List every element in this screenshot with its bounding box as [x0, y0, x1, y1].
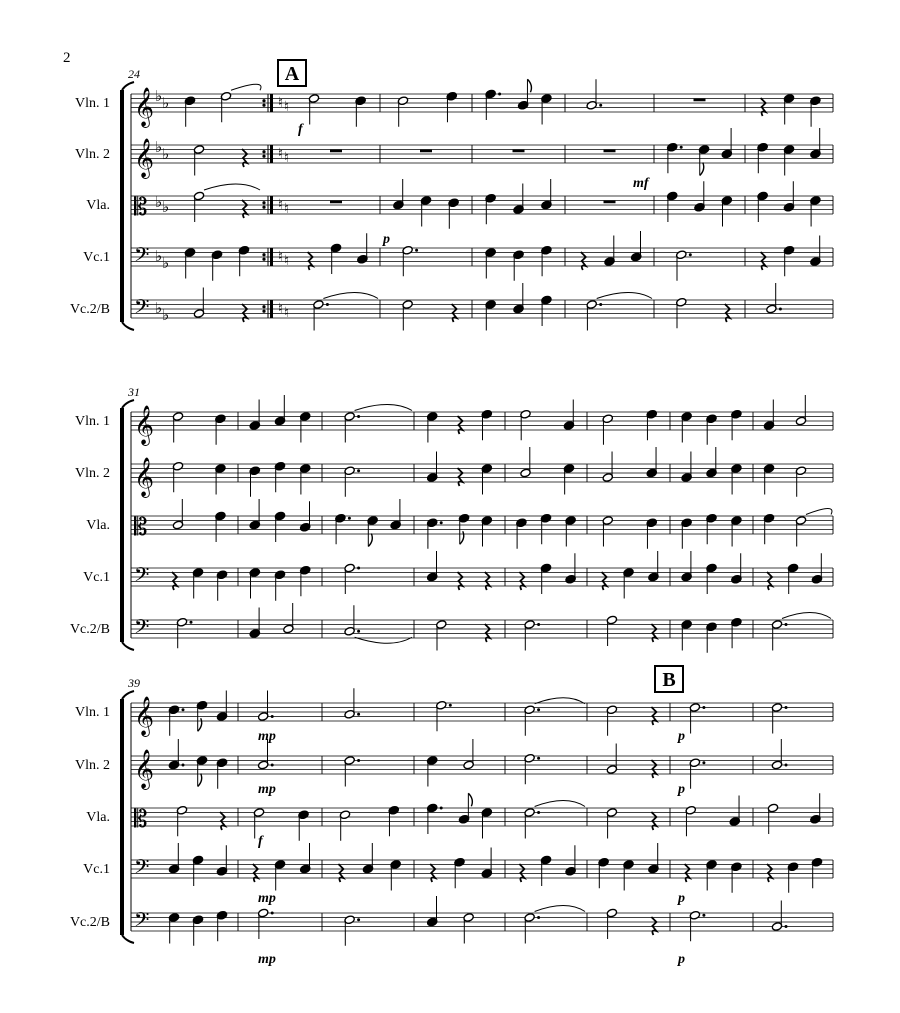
dynamic-p: p: [678, 729, 685, 744]
augmentation-dot: [357, 415, 360, 418]
flat-icon: ♭: [155, 89, 163, 105]
measure-24-1-vla: [193, 184, 260, 222]
measure-24-4-vc2b: [485, 283, 552, 331]
double-bar-thick: [270, 248, 273, 266]
augmentation-dot: [357, 630, 360, 633]
measure-24-3-vln2: [420, 150, 432, 153]
dynamic-mp: mp: [258, 891, 276, 906]
measure-31-1-vc2b: [176, 617, 192, 648]
quarter-rest-icon: [220, 812, 225, 830]
alto-clef-icon: 𝄡: [134, 513, 148, 541]
measure-39-3-vla: [339, 805, 399, 840]
augmentation-dot: [182, 764, 185, 767]
measure-39-3-vc2b: [344, 915, 360, 946]
alto-clef-icon: 𝄡: [134, 193, 148, 221]
measure-39-5-vc1: [519, 845, 576, 886]
dynamic-p: p: [678, 952, 685, 967]
measure-24-4-vln1: [485, 79, 552, 124]
augmentation-dot: [326, 303, 329, 306]
repeat-dot: [262, 201, 265, 204]
staff-label: Vc.1: [83, 570, 110, 585]
eighth-flag: [700, 163, 704, 176]
measure-number: 39: [128, 676, 140, 690]
augmentation-dot: [779, 308, 782, 311]
natural-icon: ♮: [278, 147, 284, 162]
measure-31-2-vln2: [249, 461, 311, 496]
flat-icon: ♭: [155, 249, 163, 265]
quarter-rest-icon: [651, 624, 656, 642]
augmentation-dot: [357, 469, 360, 472]
system-bracket: [120, 408, 124, 642]
quarter-rest-icon: [767, 864, 772, 882]
measure-39-3-vln1: [344, 688, 360, 719]
treble-clef-icon: 𝄞: [134, 87, 155, 127]
measure-24-6-vln2: [667, 128, 733, 176]
measure-39-8-vc1: [767, 857, 823, 892]
natural-icon: ♮: [284, 151, 290, 166]
quarter-rest-icon: [581, 252, 586, 270]
quarter-rest-icon: [485, 572, 490, 590]
bracket-top: [122, 82, 134, 90]
double-bar-thick: [270, 300, 273, 318]
augmentation-dot: [348, 517, 351, 520]
measure-24-1-vc1: [184, 245, 249, 280]
whole-rest-icon: [604, 201, 616, 204]
repeat-dot: [262, 206, 265, 209]
whole-rest-icon: [420, 150, 432, 153]
quarter-rest-icon: [458, 416, 463, 434]
flat-icon: ♭: [162, 308, 170, 324]
natural-icon: ♮: [278, 250, 284, 265]
treble-clef-icon: 𝄞: [134, 138, 155, 178]
staff-label: Vc.1: [83, 862, 110, 877]
quarter-rest-icon: [685, 864, 690, 882]
system-bracket: [120, 90, 124, 322]
measure-39-7-vc2b: [689, 910, 705, 941]
tie: [597, 293, 652, 299]
whole-rest-icon: [330, 201, 342, 204]
measure-24-4-vln2: [513, 150, 525, 153]
measure-31-5-vla: [516, 513, 577, 548]
dynamic-f: f: [298, 122, 303, 137]
measure-39-1-vc2b: [168, 910, 227, 945]
measure-24-3-vla: [393, 179, 460, 229]
tie: [782, 613, 831, 619]
augmentation-dot: [537, 916, 540, 919]
quarter-rest-icon: [338, 864, 343, 882]
quarter-rest-icon: [767, 572, 772, 590]
treble-clef-icon: 𝄞: [134, 457, 155, 497]
measure-31-8-vc2b: [771, 613, 831, 651]
measure-39-1-vln2: [168, 739, 227, 789]
system-2: [120, 400, 833, 650]
repeat-dot: [262, 155, 265, 158]
page-number: 2: [63, 50, 71, 66]
measure-31-3-vc1: [344, 563, 360, 594]
measure-31-2-vc2b: [249, 603, 294, 638]
augmentation-dot: [537, 811, 540, 814]
augmentation-dot: [357, 918, 360, 921]
quarter-rest-icon: [485, 624, 490, 642]
repeat-dot: [262, 99, 265, 102]
natural-icon: ♮: [284, 254, 290, 269]
quarter-rest-icon: [308, 252, 313, 270]
system-3: [120, 666, 833, 943]
tie: [806, 509, 832, 515]
measure-31-2-vln1: [249, 395, 311, 443]
tie: [204, 184, 260, 190]
augmentation-dot: [785, 925, 788, 928]
measure-24-2-vln2: [330, 150, 342, 153]
measure-31-7-vla: [681, 513, 742, 548]
measure-39-2-vc1: [253, 843, 311, 891]
measure-24-2-vc1: [308, 233, 368, 274]
eighth-flag: [368, 534, 372, 547]
quarter-rest-icon: [519, 864, 524, 882]
measure-39-5-vla: [524, 801, 585, 839]
measure-24-5-vln2: [604, 150, 616, 153]
augmentation-dot: [357, 759, 360, 762]
alto-clef-icon: 𝄡: [134, 805, 148, 833]
rehearsal-mark: A: [284, 63, 300, 85]
measure-24-3-vc1: [402, 245, 418, 276]
measure-31-5-vln2: [520, 447, 575, 495]
quarter-rest-icon: [761, 98, 766, 116]
augmentation-dot: [190, 621, 193, 624]
bass-clef-icon: 𝄢: [134, 295, 150, 323]
measure-24-7-vc2b: [766, 283, 782, 314]
measure-39-6-vln1: [606, 705, 656, 736]
measure-39-7-vln2: [689, 758, 705, 789]
measure-39-4-vc2b: [427, 896, 475, 944]
measure-39-6-vc1: [598, 843, 659, 891]
flat-icon: ♭: [155, 301, 163, 317]
whole-rest-icon: [513, 150, 525, 153]
measure-24-3-vln1: [397, 91, 457, 126]
measure-31-4-vln1: [427, 409, 493, 442]
bracket-bottom: [122, 642, 134, 650]
measure-39-3-vc1: [338, 843, 401, 891]
quarter-rest-icon: [651, 707, 656, 725]
dynamic-mp: mp: [258, 952, 276, 967]
measure-39-4-vln2: [427, 739, 475, 787]
staff-label: Vln. 1: [75, 414, 110, 429]
augmentation-dot: [357, 713, 360, 716]
measure-31-7-vc2b: [681, 617, 742, 652]
bracket-top: [122, 691, 134, 699]
measure-39-3-vln2: [344, 756, 360, 787]
quarter-rest-icon: [651, 812, 656, 830]
tie: [535, 906, 585, 912]
bass-clef-icon: 𝄢: [134, 855, 150, 883]
eighth-flag: [198, 718, 202, 731]
measure-24-2-vla: [330, 201, 342, 204]
staff-label: Vln. 1: [75, 96, 110, 111]
measure-24-5-vla: [604, 201, 616, 204]
measure-31-1-vln2: [172, 461, 226, 494]
measure-31-8-vla: [763, 509, 832, 547]
bracket-bottom: [122, 935, 134, 943]
flat-icon: ♭: [155, 140, 163, 156]
quarter-rest-icon: [452, 304, 457, 322]
augmentation-dot: [680, 146, 683, 149]
repeat-dot: [262, 310, 265, 313]
quarter-rest-icon: [253, 864, 258, 882]
augmentation-dot: [357, 567, 360, 570]
augmentation-dot: [415, 249, 418, 252]
bracket-top: [122, 400, 134, 408]
tie: [355, 405, 412, 411]
bass-clef-icon: 𝄢: [134, 615, 150, 643]
augmentation-dot: [702, 761, 705, 764]
augmentation-dot: [271, 764, 274, 767]
measure-31-3-vla: [335, 499, 402, 547]
measure-39-1-vla: [176, 805, 225, 836]
staff-label: Vln. 2: [75, 466, 110, 481]
repeat-dot: [262, 258, 265, 261]
natural-icon: ♮: [278, 198, 284, 213]
measure-39-8-vc2b: [771, 901, 787, 932]
measure-39-7-vla: [685, 796, 740, 837]
measure-39-1-vln1: [168, 691, 227, 736]
measure-39-8-vln1: [771, 703, 787, 734]
eighth-flag: [468, 793, 472, 806]
measure-24-6-vla: [667, 181, 733, 226]
dynamic-mf: mf: [633, 176, 649, 191]
flat-icon: ♭: [162, 256, 170, 272]
measure-number: 31: [128, 385, 140, 399]
measure-31-6-vln2: [602, 447, 657, 482]
measure-24-5-vc1: [581, 231, 642, 270]
quarter-rest-icon: [519, 572, 524, 590]
system-1: [120, 60, 833, 330]
augmentation-dot: [271, 715, 274, 718]
quarter-rest-icon: [651, 760, 656, 778]
augmentation-dot: [599, 303, 602, 306]
eighth-flag: [527, 79, 531, 92]
measure-24-7-vc1: [761, 236, 821, 277]
measure-31-6-vln1: [602, 409, 657, 444]
measure-31-3-vln1: [344, 405, 412, 443]
dynamic-f: f: [258, 834, 263, 849]
staff-label: Vc.2/B: [69, 622, 110, 637]
measure-31-3-vln2: [344, 466, 360, 497]
augmentation-dot: [440, 807, 443, 810]
bass-clef-icon: 𝄢: [134, 908, 150, 936]
quarter-rest-icon: [761, 252, 766, 270]
whole-rest-icon: [694, 99, 706, 102]
augmentation-dot: [537, 757, 540, 760]
staff-label: Vc.2/B: [69, 915, 110, 930]
staff-label: Vla.: [86, 198, 110, 213]
eighth-flag: [198, 774, 202, 787]
measure-31-5-vln1: [520, 400, 575, 441]
measure-31-5-vc1: [519, 553, 576, 594]
dynamic-mp: mp: [258, 782, 276, 797]
bracket-bottom: [122, 322, 134, 330]
treble-clef-icon: 𝄞: [134, 696, 155, 736]
staff-label: Vc.1: [83, 250, 110, 265]
eighth-flag: [460, 531, 464, 544]
dynamic-mp: mp: [258, 729, 276, 744]
measure-39-4-vla: [427, 793, 493, 838]
measure-24-2-vc2b: [313, 293, 378, 331]
measure-24-4-vla: [485, 179, 552, 224]
dynamic-p: p: [678, 891, 685, 906]
measure-31-7-vln1: [681, 409, 742, 444]
measure-31-4-vla: [427, 513, 493, 548]
staff-label: Vln. 1: [75, 705, 110, 720]
flat-icon: ♭: [155, 195, 163, 211]
augmentation-dot: [498, 93, 501, 96]
double-bar-thick: [270, 94, 273, 112]
augmentation-dot: [182, 708, 185, 711]
double-bar-thick: [270, 196, 273, 214]
dynamic-p: p: [383, 232, 390, 247]
measure-31-5-vc2b: [524, 620, 540, 651]
measure-24-6-vc2b: [676, 297, 730, 328]
measure-number: 24: [128, 67, 140, 81]
measure-39-5-vln2: [524, 753, 540, 784]
natural-icon: ♮: [284, 202, 290, 217]
flat-icon: ♭: [162, 147, 170, 163]
augmentation-dot: [785, 623, 788, 626]
measure-24-6-vln1: [694, 99, 706, 102]
measure-39-2-vc2b: [258, 908, 274, 939]
staff-label: Vln. 2: [75, 147, 110, 162]
natural-icon: ♮: [284, 100, 290, 115]
augmentation-dot: [689, 253, 692, 256]
repeat-dot: [262, 305, 265, 308]
augmentation-dot: [785, 764, 788, 767]
measure-31-6-vc1: [602, 551, 659, 599]
treble-clef-icon: 𝄞: [134, 405, 155, 445]
staff-label: Vln. 2: [75, 758, 110, 773]
measure-24-4-vc1: [485, 245, 552, 280]
quarter-rest-icon: [242, 304, 247, 322]
augmentation-dot: [785, 706, 788, 709]
quarter-rest-icon: [725, 304, 730, 322]
measure-24-1-vln1: [184, 84, 261, 127]
augmentation-dot: [599, 104, 602, 107]
tie: [231, 84, 261, 90]
measure-24-7-vln2: [757, 128, 821, 176]
flat-icon: ♭: [162, 200, 170, 216]
measure-39-7-vln1: [689, 703, 705, 734]
treble-clef-icon: 𝄞: [134, 749, 155, 789]
measure-39-4-vc1: [430, 848, 492, 889]
measure-39-5-vc2b: [524, 906, 585, 944]
flat-icon: ♭: [162, 96, 170, 112]
augmentation-dot: [537, 623, 540, 626]
quarter-rest-icon: [602, 572, 607, 590]
quarter-rest-icon: [242, 200, 247, 218]
tie: [535, 801, 585, 807]
measure-24-6-vc1: [676, 250, 692, 281]
augmentation-dot: [702, 706, 705, 709]
quarter-rest-icon: [458, 468, 463, 486]
natural-icon: ♮: [278, 96, 284, 111]
double-bar-thick: [270, 145, 273, 163]
staff-label: Vla.: [86, 810, 110, 825]
measure-39-8-vla: [767, 793, 821, 834]
quarter-rest-icon: [172, 572, 177, 590]
augmentation-dot: [271, 912, 274, 915]
measure-31-8-vc1: [767, 553, 823, 594]
rehearsal-mark: B: [662, 669, 676, 691]
measure-24-7-vla: [757, 181, 821, 226]
whole-rest-icon: [330, 150, 342, 153]
measure-39-2-vln1: [258, 691, 274, 722]
dynamic-p: p: [678, 782, 685, 797]
system-bracket: [120, 699, 124, 935]
measure-24-5-vc2b: [586, 293, 652, 331]
augmentation-dot: [449, 704, 452, 707]
augmentation-dot: [702, 914, 705, 917]
measure-31-4-vc1: [427, 551, 490, 590]
measure-31-8-vln1: [763, 395, 806, 430]
staff-label: Vc.2/B: [69, 302, 110, 317]
repeat-dot: [262, 150, 265, 153]
measure-31-7-vln2: [681, 447, 742, 495]
augmentation-dot: [440, 521, 443, 524]
repeat-dot: [262, 253, 265, 256]
quarter-rest-icon: [242, 149, 247, 167]
augmentation-dot: [537, 708, 540, 711]
measure-39-4-vln1: [436, 700, 452, 731]
whole-rest-icon: [604, 150, 616, 153]
natural-icon: ♮: [278, 302, 284, 317]
measure-39-8-vln2: [771, 739, 787, 770]
bass-clef-icon: 𝄢: [134, 243, 150, 271]
tie: [323, 293, 378, 299]
quarter-rest-icon: [651, 917, 656, 935]
measure-31-2-vc1: [249, 565, 311, 600]
quarter-rest-icon: [458, 572, 463, 590]
repeat-dot: [262, 104, 265, 107]
staff-label: Vla.: [86, 518, 110, 533]
measure-24-5-vln1: [586, 79, 602, 110]
bass-clef-icon: 𝄢: [134, 563, 150, 591]
natural-icon: ♮: [284, 306, 290, 321]
quarter-rest-icon: [430, 864, 435, 882]
